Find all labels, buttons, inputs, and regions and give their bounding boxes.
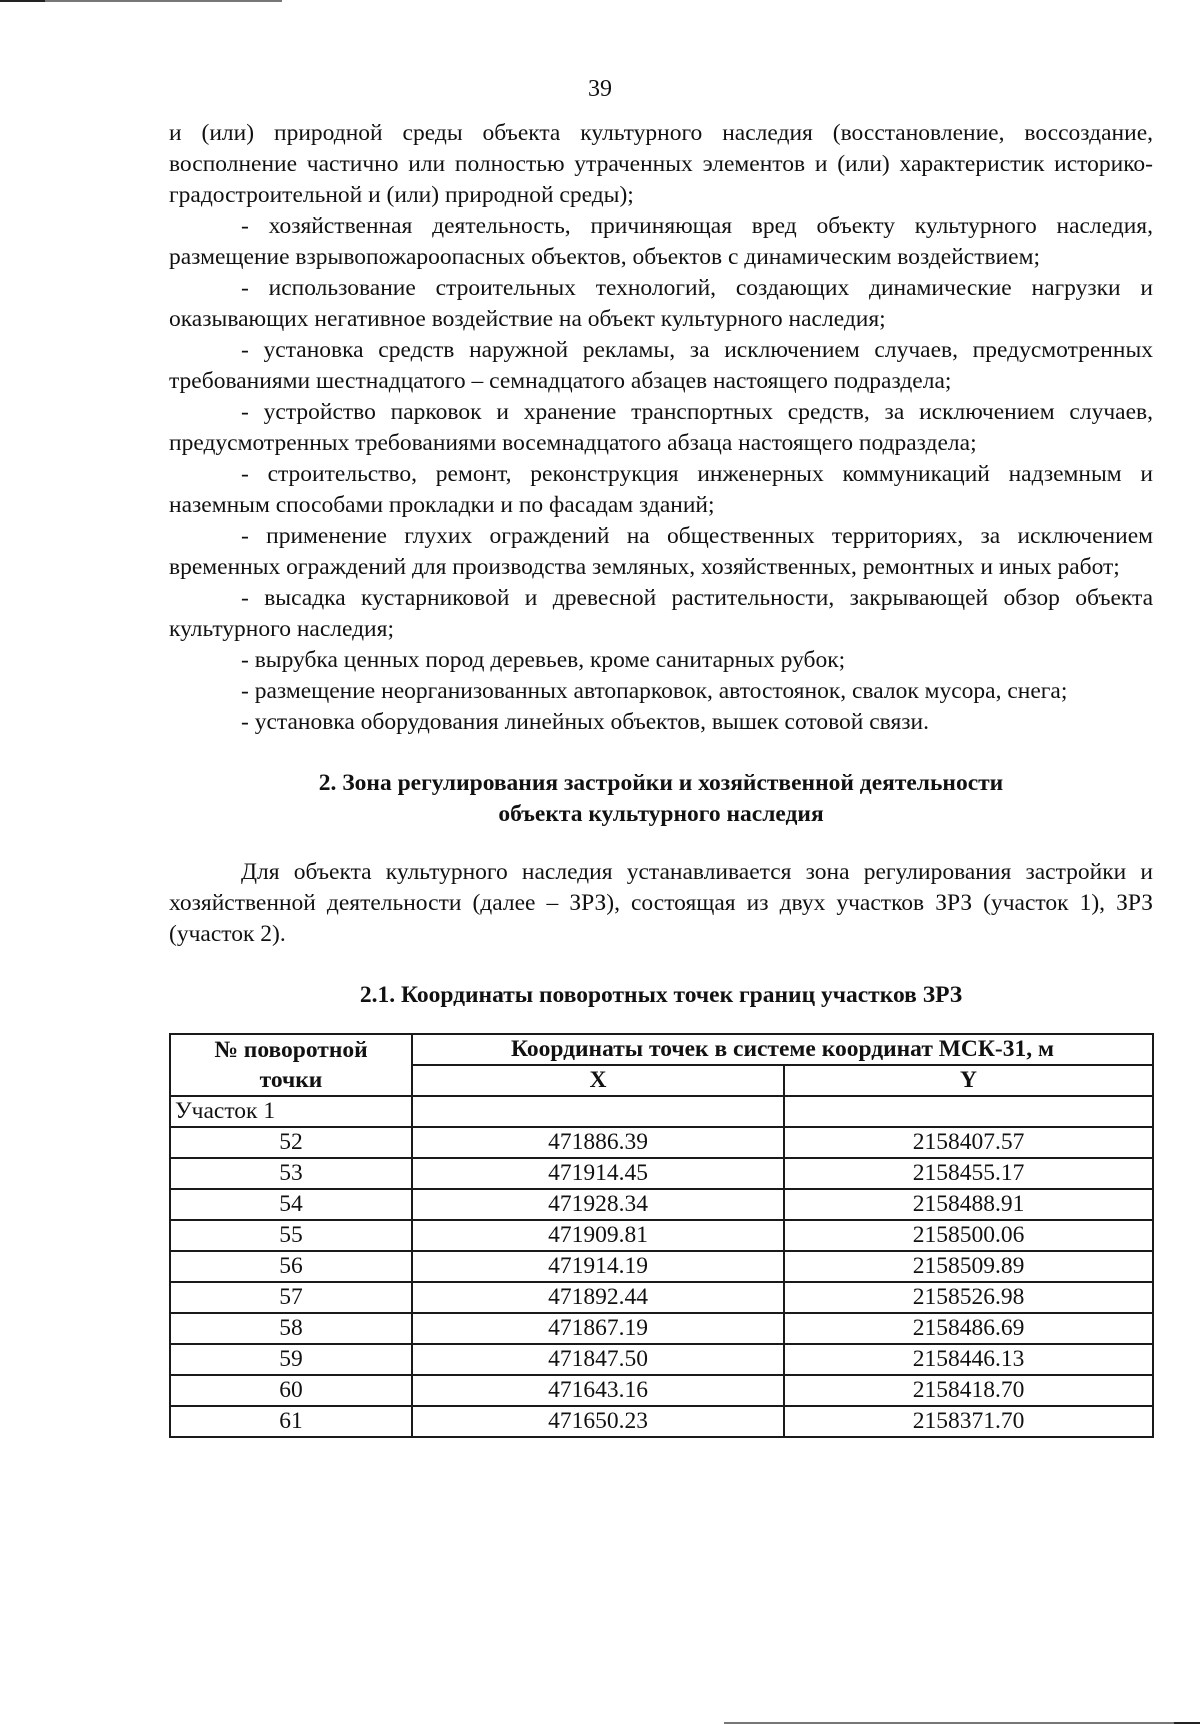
y-coordinate: 2158446.13 <box>784 1344 1153 1375</box>
section-heading <box>169 768 1153 830</box>
list-item: - устройство парковок и хранение транспортных средств, за исключением случаев, предусмотренных требованиями восемнадцатого абзаца настоящего подраздела; <box>169 399 1153 456</box>
table-row <box>170 1189 1153 1220</box>
y-coordinate: 2158418.70 <box>784 1375 1153 1406</box>
list-item: - установка оборудования линейных объектов, вышек сотовой связи. <box>241 709 930 735</box>
point-number: 54 <box>170 1189 412 1220</box>
subsection-heading: 2.1. Координаты поворотных точек границ участков ЗРЗ <box>359 982 963 1008</box>
list-item: - использование строительных технологий, создающих динамические нагрузки и оказывающих негативное воздействие на объект культурного наследия; <box>169 275 1153 332</box>
point-number: 56 <box>170 1251 412 1282</box>
table-row <box>170 1375 1153 1406</box>
point-number: 58 <box>170 1313 412 1344</box>
column-header-point-cont: точки <box>170 1065 412 1096</box>
point-number: 57 <box>170 1282 412 1313</box>
column-header-point: № поворотной <box>170 1034 412 1065</box>
table-section-row <box>170 1096 1153 1127</box>
y-coordinate: 2158407.57 <box>784 1127 1153 1158</box>
table-row <box>170 1282 1153 1313</box>
scan-edge-top <box>0 0 282 2</box>
table-row <box>170 1251 1153 1282</box>
table-row <box>170 1220 1153 1251</box>
y-coordinate: 2158371.70 <box>784 1406 1153 1437</box>
list-item: - вырубка ценных пород деревьев, кроме санитарных рубок; <box>241 647 846 673</box>
list-item: - применение глухих ограждений на общественных территориях, за исключением временных ограждений для производства земляных, хозяйственных, ремонтных и иных работ; <box>169 523 1153 580</box>
paragraph-continuation: и (или) природной среды объекта культурного наследия (восстановление, воссоздание, восполнение частично или полностью утраченных элементов и (или) характеристик историко-градостроительной и (или) природной среды); <box>169 120 1153 208</box>
y-coordinate: 2158486.69 <box>784 1313 1153 1344</box>
list-item: - хозяйственная деятельность, причиняющая вред объекту культурного наследия, размещение взрывопожароопасных объектов, объектов с динамическим воздействием; <box>169 213 1153 270</box>
y-coordinate: 2158526.98 <box>784 1282 1153 1313</box>
table-row <box>170 1158 1153 1189</box>
x-coordinate: 471914.45 <box>412 1158 784 1189</box>
x-coordinate: 471643.16 <box>412 1375 784 1406</box>
column-header-coords: Координаты точек в системе координат МСК-31, м <box>412 1034 1153 1065</box>
y-coordinate: 2158500.06 <box>784 1220 1153 1251</box>
list-item: - установка средств наружной рекламы, за исключением случаев, предусмотренных требованиями шестнадцатого – семнадцатого абзацев настоящего подраздела; <box>169 337 1153 394</box>
point-number: 60 <box>170 1375 412 1406</box>
list-item: - строительство, ремонт, реконструкция инженерных коммуникаций надземным и наземным способами прокладки и по фасадам зданий; <box>169 461 1153 518</box>
empty-cell <box>412 1096 784 1127</box>
table-row <box>170 1313 1153 1344</box>
section-heading-line1: 2. Зона регулирования застройки и хозяйственной деятельности <box>318 770 1004 796</box>
list-item: - высадка кустарниковой и древесной растительности, закрывающей обзор объекта культурного наследия; <box>169 585 1153 642</box>
x-coordinate: 471914.19 <box>412 1251 784 1282</box>
coordinates-table <box>169 1033 1154 1438</box>
y-coordinate: 2158488.91 <box>784 1189 1153 1220</box>
point-number: 52 <box>170 1127 412 1158</box>
x-coordinate: 471909.81 <box>412 1220 784 1251</box>
list-item: - размещение неорганизованных автопарковок, автостоянок, свалок мусора, снега; <box>241 678 1068 704</box>
section-label: Участок 1 <box>170 1096 412 1127</box>
point-number: 53 <box>170 1158 412 1189</box>
x-coordinate: 471928.34 <box>412 1189 784 1220</box>
x-coordinate: 471886.39 <box>412 1127 784 1158</box>
y-coordinate: 2158509.89 <box>784 1251 1153 1282</box>
point-number: 59 <box>170 1344 412 1375</box>
x-coordinate: 471650.23 <box>412 1406 784 1437</box>
empty-cell <box>784 1096 1153 1127</box>
point-number: 55 <box>170 1220 412 1251</box>
y-coordinate: 2158455.17 <box>784 1158 1153 1189</box>
table-row <box>170 1344 1153 1375</box>
table-row <box>170 1127 1153 1158</box>
page-number: 39 <box>588 76 612 102</box>
table-row <box>170 1406 1153 1437</box>
x-coordinate: 471847.50 <box>412 1344 784 1375</box>
document-body <box>169 118 1153 1438</box>
point-number: 61 <box>170 1406 412 1437</box>
section-intro: Для объекта культурного наследия устанавливается зона регулирования застройки и хозяйственной деятельности (далее – ЗРЗ), состоящая из двух участков ЗРЗ (участок 1), ЗРЗ (участок 2). <box>169 859 1153 947</box>
x-coordinate: 471892.44 <box>412 1282 784 1313</box>
section-heading-line2: объекта культурного наследия <box>498 801 824 827</box>
x-coordinate: 471867.19 <box>412 1313 784 1344</box>
column-header-y: Y <box>784 1065 1153 1096</box>
column-header-x: X <box>412 1065 784 1096</box>
